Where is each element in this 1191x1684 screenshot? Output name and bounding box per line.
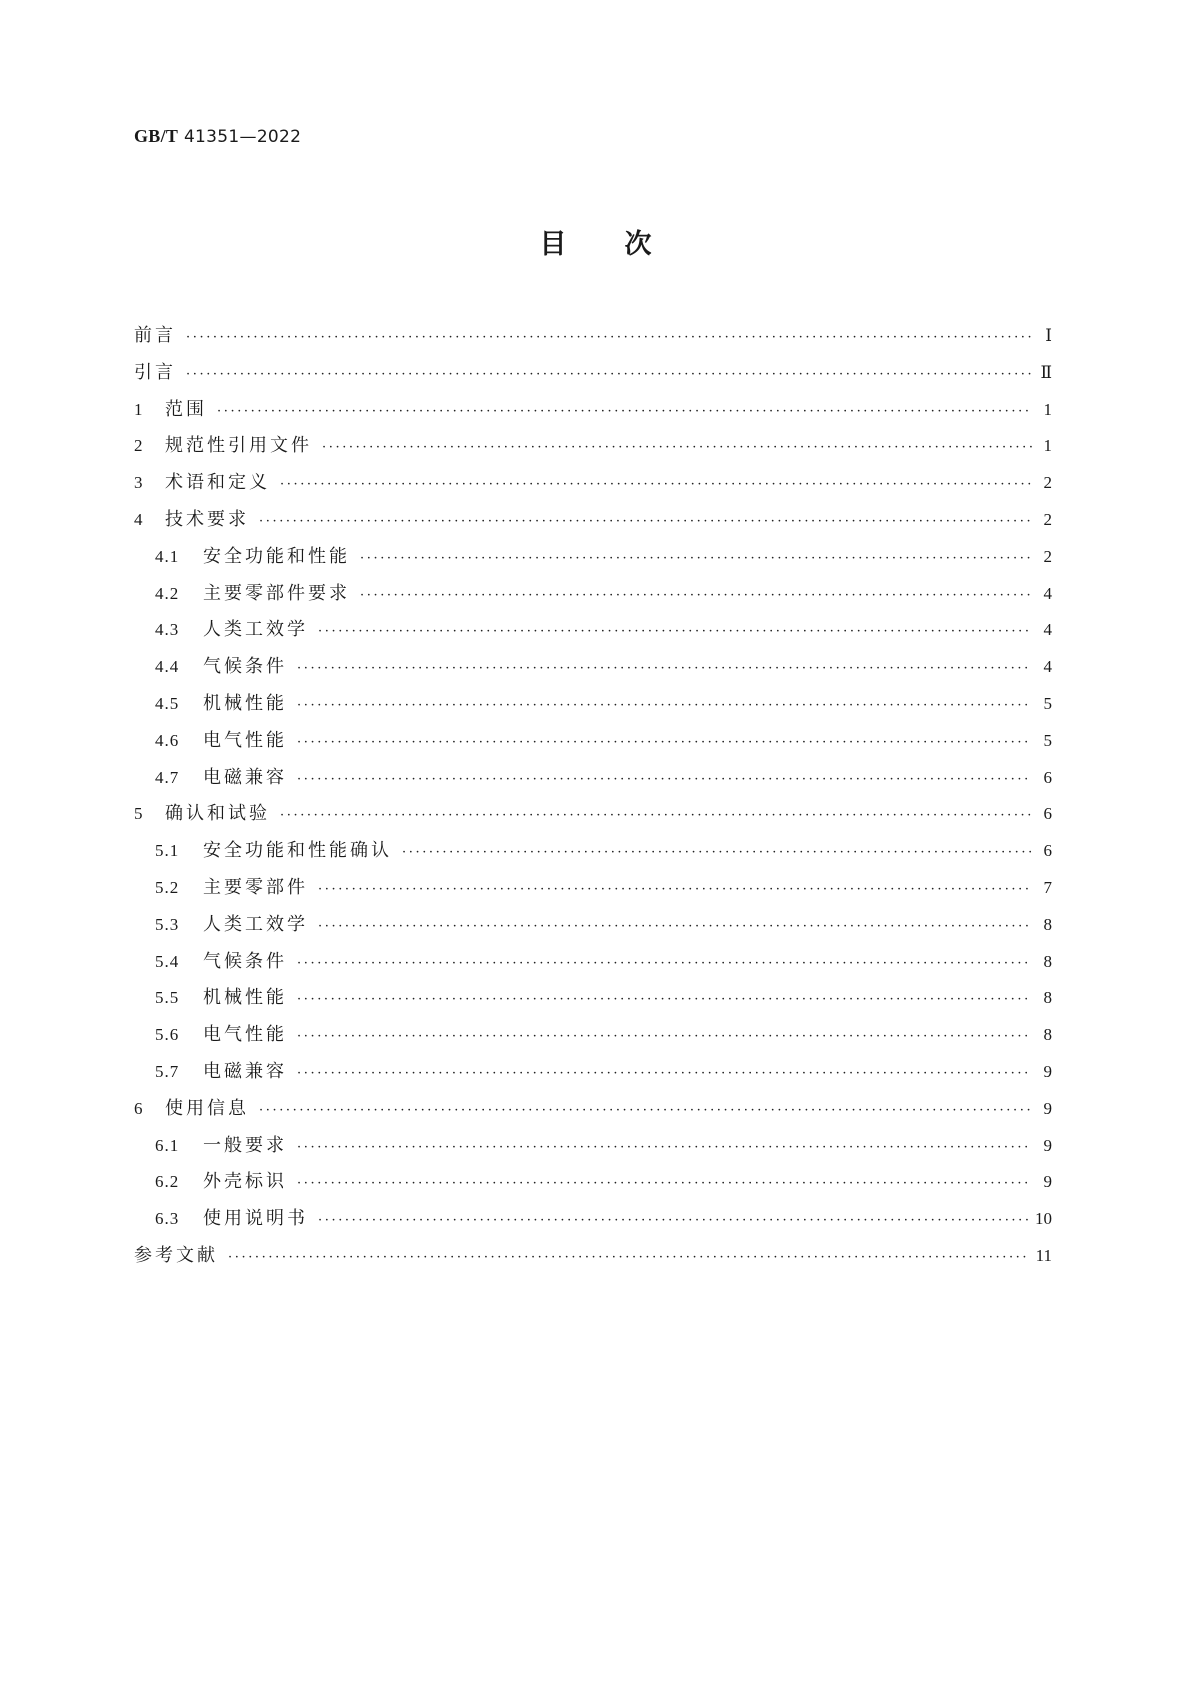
toc-entry-label: 气候条件 <box>203 950 287 972</box>
toc-entry-number: 4.4 <box>155 657 180 677</box>
dot-leader <box>360 588 1032 603</box>
dot-leader <box>318 624 1032 639</box>
toc-entry-label: 安全功能和性能 <box>203 545 350 567</box>
toc-entry-label: 人类工效学 <box>203 619 308 641</box>
dot-leader <box>297 772 1032 787</box>
toc-entry[interactable] <box>134 615 1052 652</box>
toc-entry[interactable] <box>134 1020 1052 1057</box>
toc-entry-page: 2 <box>1043 509 1052 529</box>
toc-entry-label: 前言 <box>134 325 176 346</box>
toc-entry-number: 5.7 <box>155 1061 180 1081</box>
dot-leader <box>297 1140 1032 1155</box>
toc-entry-number: 4.6 <box>155 730 180 750</box>
toc-entry-label: 一般要求 <box>203 1134 287 1156</box>
toc-entry[interactable] <box>134 505 1052 542</box>
toc-entry-label: 气候条件 <box>203 656 287 678</box>
dot-leader <box>297 1176 1032 1191</box>
toc-entry-label: 主要零部件要求 <box>203 582 350 604</box>
toc-entry-page: 8 <box>1043 914 1052 934</box>
toc-entry[interactable] <box>134 689 1052 726</box>
toc-entry[interactable] <box>134 542 1052 579</box>
toc-entry[interactable] <box>134 468 1052 505</box>
toc-entry[interactable] <box>134 836 1052 873</box>
toc-entry[interactable] <box>134 579 1052 616</box>
page-title <box>0 222 1191 261</box>
dot-leader <box>297 735 1032 750</box>
toc-entry-page: 1 <box>1043 399 1052 419</box>
dot-leader <box>297 992 1032 1007</box>
toc-entry-page: 4 <box>1043 583 1052 603</box>
dot-leader <box>318 1213 1029 1228</box>
standard-code <box>134 126 301 147</box>
dot-leader <box>186 367 1032 382</box>
toc-entry-page: 8 <box>1043 951 1052 971</box>
toc-entry[interactable] <box>134 1131 1052 1168</box>
toc-entry[interactable] <box>134 1167 1052 1204</box>
dot-leader <box>318 919 1032 934</box>
dot-leader <box>280 477 1032 492</box>
dot-leader <box>360 551 1032 566</box>
toc-entry[interactable] <box>134 1057 1052 1094</box>
toc-entry-label: 引言 <box>134 361 176 383</box>
toc-entry-label: 使用信息 <box>165 1097 249 1119</box>
toc-entry-number: 3 <box>134 473 144 493</box>
toc-entry-label: 技术要求 <box>165 508 249 530</box>
toc-entry-label: 电气性能 <box>203 729 287 751</box>
dot-leader <box>259 1103 1032 1118</box>
toc-entry-number: 6 <box>134 1098 144 1118</box>
toc-entry-label: 参考文献 <box>134 1244 218 1266</box>
toc-entry-label: 机械性能 <box>203 987 287 1009</box>
toc-entry-number: 4.2 <box>155 583 180 603</box>
toc-entry-number: 4.3 <box>155 620 180 640</box>
dot-leader <box>217 404 1032 419</box>
toc-entry-page: Ⅱ <box>1040 362 1052 382</box>
toc-entry[interactable] <box>134 799 1052 836</box>
toc-entry-page: 5 <box>1043 693 1052 713</box>
toc-entry-page: 6 <box>1043 841 1052 861</box>
toc-entry-label: 机械性能 <box>203 692 287 714</box>
toc-entry-page: 5 <box>1043 730 1052 750</box>
toc-entry-page: 11 <box>1035 1245 1052 1265</box>
toc-entry-number: 6.1 <box>155 1135 180 1155</box>
toc-entry-number: 2 <box>134 436 144 456</box>
toc-entry-number: 6.2 <box>155 1172 180 1192</box>
toc-entry-number: 4.1 <box>155 546 180 566</box>
toc-entry[interactable] <box>134 652 1052 689</box>
dot-leader <box>297 956 1032 971</box>
toc-entry-label: 范围 <box>165 398 207 420</box>
toc-entry-label: 安全功能和性能确认 <box>203 840 392 862</box>
toc-entry[interactable] <box>134 726 1052 763</box>
toc-entry-number: 1 <box>134 399 144 419</box>
toc-entry-number: 5.5 <box>155 988 180 1008</box>
toc-entry-label: 规范性引用文件 <box>165 435 312 457</box>
toc-entry-page: 6 <box>1043 767 1052 787</box>
toc-entry[interactable] <box>134 1094 1052 1131</box>
toc-entry-number: 5 <box>134 804 144 824</box>
toc-entry[interactable] <box>134 910 1052 947</box>
toc-entry[interactable] <box>134 1241 1052 1278</box>
toc-entry-page: 9 <box>1043 1061 1052 1081</box>
toc-entry-number: 5.6 <box>155 1025 180 1045</box>
toc-entry-label: 电气性能 <box>203 1024 287 1046</box>
toc-entry-page: 9 <box>1043 1135 1052 1155</box>
toc-entry-page: 9 <box>1043 1098 1052 1118</box>
toc-entry-number: 5.3 <box>155 914 180 934</box>
toc-entry-label: 确认和试验 <box>165 803 270 825</box>
toc-entry-page: 8 <box>1043 1025 1052 1045</box>
toc-entry[interactable] <box>134 983 1052 1020</box>
dot-leader <box>259 514 1032 529</box>
toc-entry-label: 使用说明书 <box>203 1208 308 1230</box>
toc-entry-label: 术语和定义 <box>165 472 270 494</box>
dot-leader <box>297 1029 1032 1044</box>
dot-leader <box>318 882 1032 897</box>
dot-leader <box>186 330 1032 345</box>
toc-entry-page: 2 <box>1043 473 1052 493</box>
toc-entry-page: 4 <box>1043 620 1052 640</box>
dot-leader <box>402 845 1032 860</box>
toc-entry-page: 8 <box>1043 988 1052 1008</box>
toc-entry-label: 电磁兼容 <box>203 766 287 788</box>
title-char-1: 目 <box>539 229 567 260</box>
toc-entry[interactable] <box>134 321 1052 358</box>
toc-entry-number: 4.5 <box>155 693 180 713</box>
toc-entry[interactable] <box>134 395 1052 432</box>
toc-entry-number: 5.4 <box>155 951 180 971</box>
toc-entry-page: 4 <box>1043 657 1052 677</box>
toc-entry-page: 2 <box>1043 546 1052 566</box>
toc-entry-number: 5.2 <box>155 877 180 897</box>
dot-leader <box>297 1066 1032 1081</box>
toc-entry[interactable] <box>134 873 1052 910</box>
toc-entry-number: 4 <box>134 509 144 529</box>
toc-entry-label: 人类工效学 <box>203 913 308 935</box>
toc-entry[interactable] <box>134 431 1052 468</box>
toc-entry-page: Ⅰ <box>1045 326 1052 345</box>
title-char-2: 次 <box>624 229 652 260</box>
standard-prefix: GB/T <box>134 126 179 146</box>
toc-entry-label: 外壳标识 <box>203 1171 287 1193</box>
toc-entry-page: 10 <box>1035 1209 1052 1229</box>
table-of-contents <box>134 321 1052 1278</box>
dot-leader <box>228 1250 1030 1265</box>
toc-entry-number: 5.1 <box>155 841 180 861</box>
toc-entry-number: 6.3 <box>155 1209 180 1229</box>
toc-entry-label: 电磁兼容 <box>203 1060 287 1082</box>
dot-leader <box>297 698 1032 713</box>
toc-entry-page: 9 <box>1043 1172 1052 1192</box>
dot-leader <box>280 808 1032 823</box>
standard-number: 41351—2022 <box>183 127 302 147</box>
toc-entry-number: 4.7 <box>155 767 180 787</box>
toc-entry[interactable] <box>134 1204 1052 1241</box>
toc-entry-label: 主要零部件 <box>203 876 308 898</box>
toc-entry-page: 1 <box>1043 436 1052 456</box>
dot-leader <box>297 661 1032 676</box>
toc-entry[interactable] <box>134 947 1052 984</box>
toc-entry[interactable] <box>134 358 1052 395</box>
toc-entry-page: 7 <box>1043 877 1052 897</box>
dot-leader <box>322 440 1032 455</box>
toc-entry[interactable] <box>134 763 1052 800</box>
toc-entry-page: 6 <box>1043 804 1052 824</box>
